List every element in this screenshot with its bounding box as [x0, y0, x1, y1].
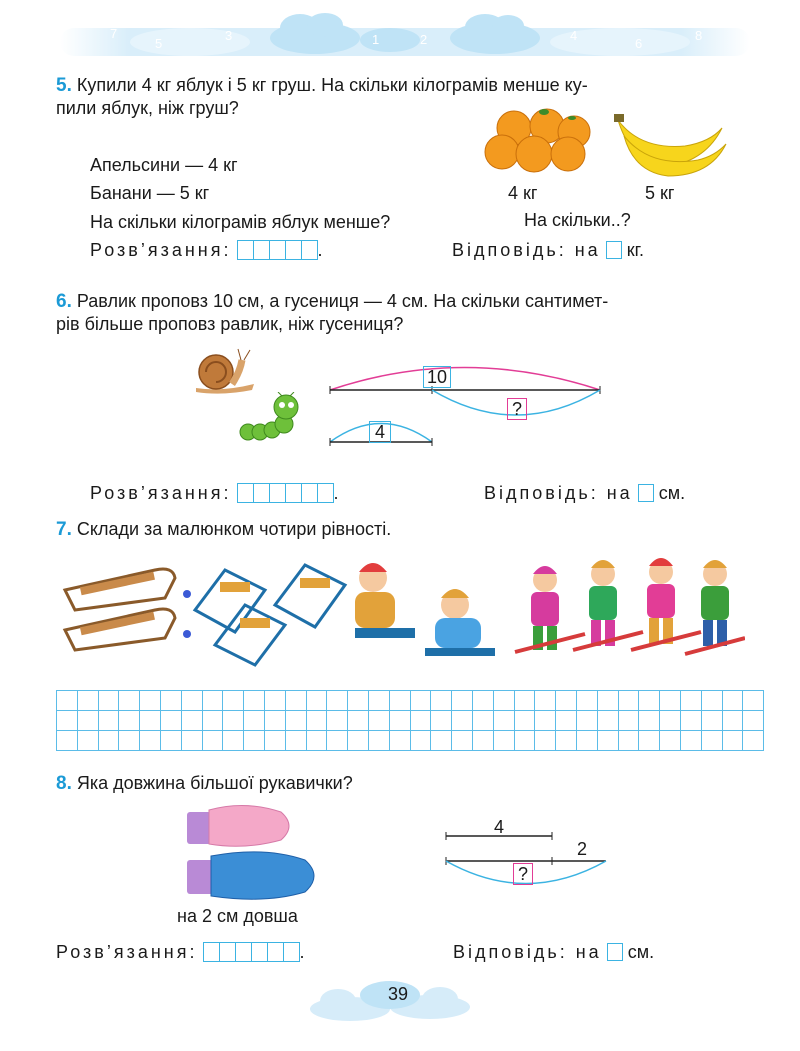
seg-short-label: 4	[369, 421, 391, 443]
svg-text:5: 5	[155, 36, 163, 51]
task8-answer	[453, 941, 654, 963]
answer-label: Відповідь: на	[453, 942, 602, 962]
svg-text:0: 0	[398, 14, 406, 29]
seg-top-label: 4	[494, 817, 505, 837]
skiers	[515, 558, 745, 654]
task5-solution: Розв’язання: .	[90, 240, 323, 260]
task7-number: 7.	[56, 519, 72, 540]
task5-number: 5.	[56, 75, 72, 96]
wooden-sleds	[65, 569, 191, 650]
task8-line1	[56, 772, 353, 795]
svg-text:1: 1	[372, 32, 380, 47]
caterpillar-image	[238, 392, 304, 444]
mitten-caption: на 2 см довша	[177, 906, 298, 926]
kids-on-sleds	[355, 563, 495, 656]
task8-number: 8.	[56, 773, 72, 794]
svg-text:4: 4	[570, 28, 578, 43]
header-clouds	[0, 0, 800, 70]
task5-short1: Апельсини — 4 кг	[90, 155, 238, 175]
task6-text1: Равлик проповз 10 см, а гусениця — 4 см. На скільки сантимет-	[76, 291, 609, 311]
task8-text1: Яка довжина більшої рукавички?	[76, 773, 353, 793]
task8-solution: Розв’язання: .	[56, 942, 305, 962]
solution-label: Розв’язання:	[90, 240, 232, 260]
solution-boxes[interactable]	[237, 483, 334, 503]
task6-line1	[56, 290, 608, 313]
answer-unit: см.	[627, 942, 655, 962]
task7-line1	[56, 518, 391, 541]
seg-question-label: ?	[507, 398, 527, 420]
svg-text:6: 6	[635, 36, 643, 51]
seg-extra-label: 2	[577, 839, 588, 859]
task5-line1	[56, 74, 588, 97]
answer-box[interactable]	[638, 484, 654, 502]
task5-short3: На скільки кілограмів яблук менше?	[90, 212, 391, 232]
writing-grid[interactable]	[56, 690, 764, 751]
task6-solution: Розв’язання: .	[90, 483, 339, 503]
sleds-and-skiers-image	[55, 550, 745, 670]
svg-text:3: 3	[225, 28, 233, 43]
answer-unit: кг.	[626, 240, 644, 260]
task5-answer	[452, 239, 644, 261]
task5-text1: Купили 4 кг яблук і 5 кг груш. На скільки кілограмів менше ку-	[76, 75, 588, 95]
task5-line2: пили яблук, ніж груш?	[56, 98, 239, 118]
solution-label: Розв’язання:	[90, 483, 232, 503]
big-mitten	[187, 852, 314, 899]
bananas-label: 5 кг	[645, 183, 675, 203]
task5-image-question: На скільки..?	[524, 210, 631, 230]
task6-segment-diagram	[326, 355, 606, 447]
snail-image	[192, 346, 258, 394]
oranges-image	[482, 108, 597, 178]
mittens-image	[185, 804, 325, 904]
solution-boxes[interactable]	[203, 942, 300, 962]
answer-box[interactable]	[606, 241, 622, 259]
task6-answer	[484, 482, 685, 504]
svg-text:8: 8	[695, 28, 703, 43]
seg-long-label: 10	[423, 366, 451, 388]
task6-number: 6.	[56, 291, 72, 312]
small-mitten	[187, 805, 289, 846]
oranges-label: 4 кг	[508, 183, 538, 203]
long-brace	[330, 368, 600, 391]
answer-box[interactable]	[607, 943, 623, 961]
task7-text1: Склади за малюнком чотири рівності.	[76, 519, 392, 539]
task5-short2: Банани — 5 кг	[90, 183, 210, 203]
page-number: 39	[388, 984, 409, 1004]
seg-question-label: ?	[513, 863, 533, 885]
solution-boxes[interactable]	[237, 240, 318, 260]
answer-label: Відповідь: на	[452, 240, 601, 260]
svg-text:2: 2	[420, 32, 428, 47]
answer-label: Відповідь: на	[484, 483, 633, 503]
svg-text:7: 7	[110, 26, 118, 41]
answer-unit: см.	[658, 483, 686, 503]
solution-label: Розв’язання:	[56, 942, 198, 962]
bananas-image	[610, 110, 732, 180]
task6-line2: рів більше проповз равлик, ніж гусениця?	[56, 314, 404, 334]
